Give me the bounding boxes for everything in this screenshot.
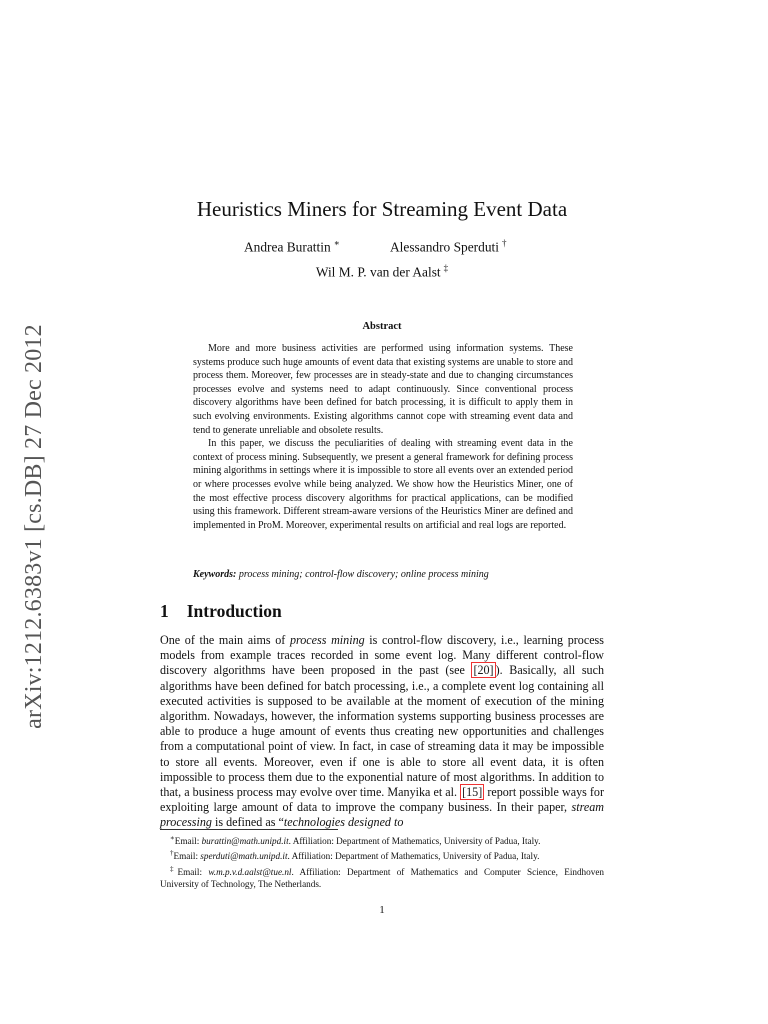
page-number: 1	[379, 904, 385, 916]
footnote-3-mark: ‡	[170, 864, 178, 873]
author-3	[160, 263, 604, 280]
author-3-mark: ‡	[443, 263, 449, 273]
footnote-3-text: . Affiliation: Department of Mathematics and Computer Science, Eindhoven University of Technology, The Netherlands.	[160, 866, 605, 889]
arxiv-stamp-text: arXiv:1212.6383v1 [cs.DB] 27 Dec 2012	[20, 323, 47, 729]
author-3-name: Wil M. P. van der Aalst	[315, 264, 441, 280]
intro-text-1: One of the main aims of	[160, 633, 290, 647]
author-1-mark: ∗	[333, 238, 340, 248]
footnote-2-text: . Affiliation: Department of Mathematics, University of Padua, Italy.	[287, 851, 540, 862]
abstract-body	[193, 342, 573, 532]
footnote-2-label: Email:	[173, 851, 201, 862]
intro-text-4: report possible ways for exploiting large amount of data to improve the company business. In their paper,	[160, 785, 605, 815]
author-1	[244, 238, 340, 255]
footnote-2	[160, 847, 604, 862]
keywords	[193, 568, 573, 582]
footnote-1-email: burattin@math.unipd.it	[201, 836, 289, 847]
keywords-text: process mining; control-flow discovery; online process mining	[238, 569, 489, 580]
arxiv-stamp	[16, 318, 52, 734]
footnote-1	[160, 832, 604, 847]
author-1-name: Andrea Burattin	[244, 239, 331, 255]
section-number: 1	[160, 601, 169, 621]
footnote-3	[160, 863, 604, 890]
footnote-1-label: Email:	[174, 836, 202, 847]
citation-link-15[interactable]: [15]	[462, 785, 483, 800]
section-heading	[160, 601, 282, 622]
abstract-paragraph-1: More and more business activities are performed using information systems. These systems produce such huge amounts of event data that existing systems are unable to store and process them. Moreover, few processes are in steady-state and due to changing circumstances processes evolve and systems need to adapt continuously. Since conventional process discovery algorithms have been defined for batch processing, it is difficult to apply them in such evolving environments. Existing algorithms cannot cope with streaming event data and tend to generate unreliable and obsolete results.	[193, 343, 573, 436]
author-2	[390, 238, 506, 255]
author-2-name: Alessandro Sperduti	[390, 239, 499, 255]
abstract-heading: Abstract	[362, 321, 402, 332]
footnote-1-text: . Affiliation: Department of Mathematics, University of Padua, Italy.	[288, 836, 541, 847]
abstract-paragraph-2: In this paper, we discuss the peculiarities of dealing with streaming event data in the context of process mining. Subsequently, we present a general framework for defining process mining algorithms in settings where it is impossible to store all events over an extended period or where processes evolve while being analyzed. We show how the Heuristics Miner, one of the most effective process discovery algorithms for practical applications, can be modified using this framework. Different stream-aware versions of the Heuristics Miner are defined and implemented in ProM. Moreover, experimental results on artificial and real logs are reported.	[193, 438, 573, 531]
footnote-1-mark: ∗	[170, 834, 175, 842]
intro-paragraph	[160, 633, 604, 831]
keywords-label: Keywords:	[193, 569, 237, 580]
footnotes	[160, 832, 604, 890]
intro-text-2: is control-flow discovery, i.e., learning process models from example traces recorded in some event log. Many different control-flow discovery algorithms have been proposed in the past (see	[160, 633, 604, 678]
section-title: Introduction	[186, 601, 282, 621]
footnote-2-mark: †	[170, 849, 174, 858]
intro-italic-stream-processing: stream processing	[160, 800, 604, 830]
footnote-divider	[160, 829, 338, 830]
citation-link-20[interactable]: [20]	[473, 663, 494, 678]
footnote-2-email: sperduti@math.unipd.it	[200, 851, 288, 862]
footnote-3-email: w.m.p.v.d.aalst@tue.nl	[208, 866, 292, 877]
intro-italic-quote: technologies designed to	[283, 815, 404, 830]
intro-text-5: is defined as “	[211, 815, 284, 830]
author-2-mark: †	[501, 238, 507, 248]
intro-text-3: ). Basically, all such algorithms have been defined for batch processing, i.e., a complete event log containing all executed activities is supposed to be available at the moment of execution of the mining algorithm. Nowadays, however, the information systems supporting business processes are able to produce a huge amount of events thus creating new opportunities and challenges from a computational point of view. In fact, in case of streaming data it may be impossible to store all events. Moreover, even if one is able to store all event data, it is often impossible to process them due to the exponential nature of most algorithms. In addition to that, a business process may evolve over time. Manyika et al.	[160, 663, 604, 800]
paper-title: Heuristics Miners for Streaming Event Data	[196, 197, 568, 221]
footnote-3-label: Email:	[177, 866, 209, 877]
intro-italic-process-mining: process mining	[289, 633, 365, 647]
